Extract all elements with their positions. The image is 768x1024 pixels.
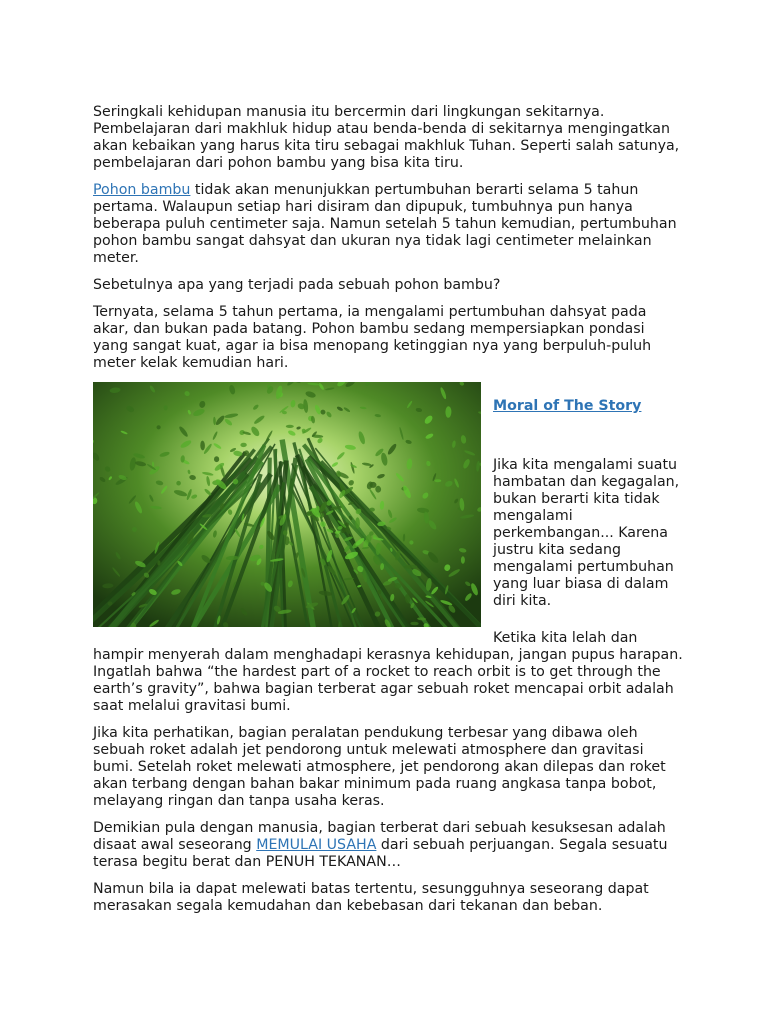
document-page bbox=[93, 104, 683, 925]
paragraph-start-business bbox=[93, 820, 683, 871]
link-memulai-usaha[interactable]: MEMULAI USAHA bbox=[256, 837, 377, 853]
paragraph-bamboo-growth bbox=[93, 182, 683, 267]
bamboo-leaf bbox=[461, 556, 465, 563]
paragraph-rocket-gravity: Ketika kita lelah dan hampir menyerah dalam menghadapi kerasnya kehidupan, jangan pupus harapan. Ingatlah bahwa “the hardest part of a rocket to reach orbit is to get through the earth’s gravity”, bahwa bagian terberat agar sebuah roket mencapai orbit adalah saat melalui gravitasi bumi. bbox=[93, 630, 683, 714]
paragraph-question: Sebetulnya apa yang terjadi pada sebuah pohon bambu? bbox=[93, 277, 501, 293]
paragraph-bamboo-growth-text: tidak akan menunjukkan pertumbuhan berarti selama 5 tahun pertama. Walaupun setiap hari disiram dan dipupuk, tumbuhnya pun hanya beberapa puluh centimeter saja. Namun setelah 5 tahun kemudian, pertumbuhan pohon bambu sangat dahsyat dan ukuran nya tidak lagi centimeter melainkan meter. bbox=[93, 182, 677, 266]
bamboo-forest-image bbox=[93, 382, 481, 627]
paragraph-roots: Ternyata, selama 5 tahun pertama, ia mengalami pertumbuhan dahsyat pada akar, dan bukan pada batang. Pohon bambu sedang mempersiapkan pondasi yang sangat kuat, agar ia bisa menopang ketinggian nya yang berpuluh-puluh meter kelak kemudian hari. bbox=[93, 304, 652, 371]
moral-heading-link[interactable]: Moral of The Story bbox=[493, 398, 642, 414]
paragraph-moral: Jika kita mengalami suatu hambatan dan kegagalan, bukan berarti kita tidak mengalami perkembangan... Karena justru kita sedang mengalami pertumbuhan yang luar biasa di dalam diri kita. bbox=[493, 457, 680, 609]
bamboo-leaf bbox=[214, 456, 219, 462]
paragraph-intro: Seringkali kehidupan manusia itu bercermin dari lingkungan sekitarnya. Pembelajaran dari makhluk hidup atau benda-benda di sekitarnya mengingatkan akan kebaikan yang harus kita tiru sebagai makhluk Tuhan. Seperti salah satunya, pembelajaran dari pohon bambu yang bisa kita tiru. bbox=[93, 104, 680, 171]
paragraph-start-business-text-b: dari sebuah perjuangan. Segala sesuatu terasa begitu berat dan PENUH TEKANAN… bbox=[93, 837, 668, 870]
paragraph-rocket-jet: Jika kita perhatikan, bagian peralatan pendukung terbesar yang dibawa oleh sebuah roket adalah jet pendorong untuk melewati atmosphere dan gravitasi bumi. Setelah roket melewati atmosphere, jet pendorong akan dilepas dan roket akan terbang dengan bahan bakar minimum pada ruang angkasa tanpa bobot, melayang ringan dan tanpa usaha keras. bbox=[93, 725, 666, 809]
paragraph-conclusion: Namun bila ia dapat melewati batas tertentu, sesungguhnya seseorang dapat merasakan segala kemudahan dan kebebasan dari tekanan dan beban. bbox=[93, 881, 649, 914]
link-pohon-bambu[interactable]: Pohon bambu bbox=[93, 182, 191, 198]
paragraph-start-business-text-a: Demikian pula dengan manusia, bagian terberat dari sebuah kesuksesan adalah disaat awal seseorang bbox=[93, 820, 666, 853]
bamboo-forest-photo bbox=[93, 382, 481, 627]
bamboo-leaf bbox=[286, 425, 294, 428]
